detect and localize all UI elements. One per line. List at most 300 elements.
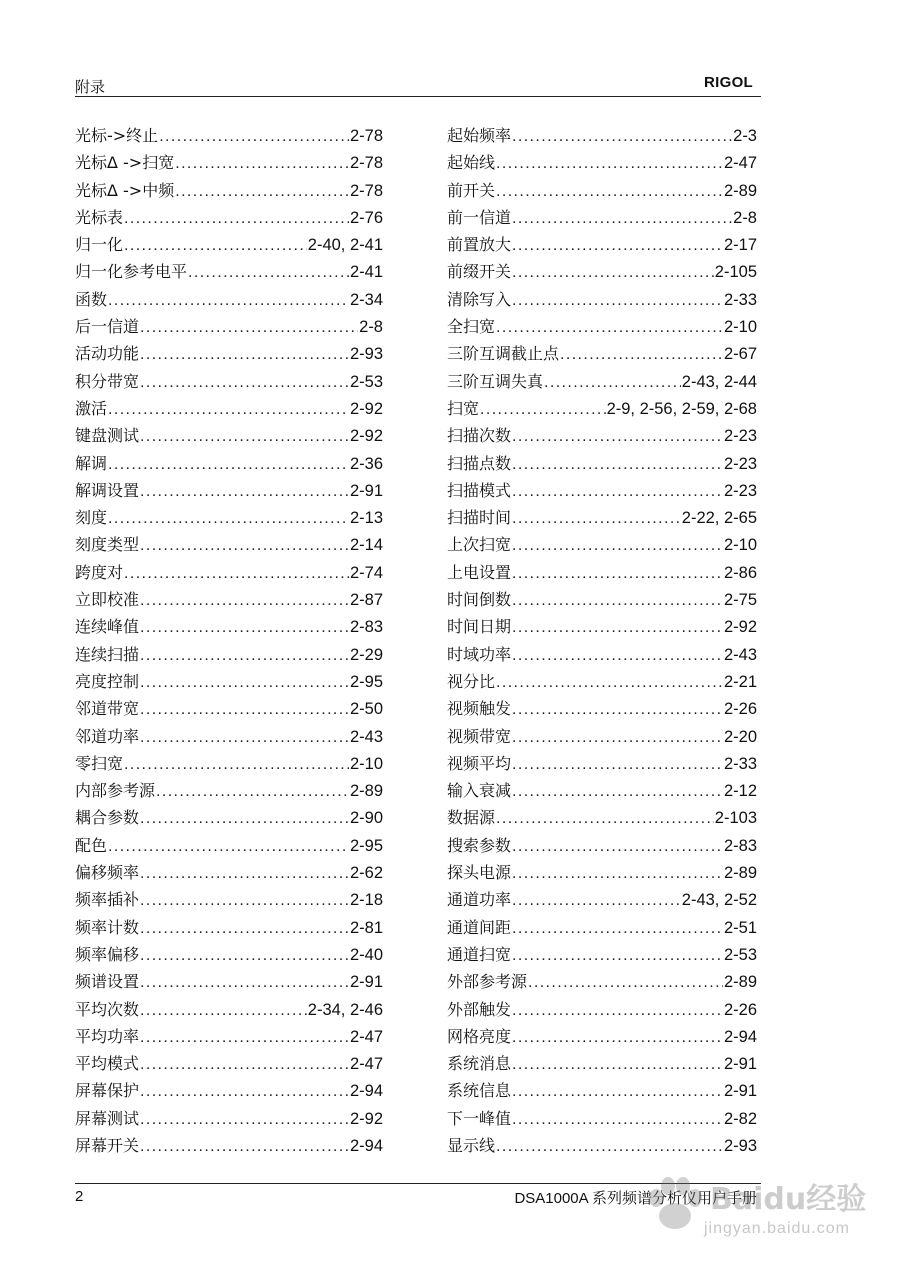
index-entry xyxy=(447,204,757,231)
index-term: 屏幕测试 xyxy=(75,1108,140,1128)
dot-leader xyxy=(140,478,349,505)
index-term: 平均次数 xyxy=(75,999,140,1019)
index-term: 起始频率 xyxy=(447,126,512,145)
index-entry xyxy=(447,286,757,313)
index-entry xyxy=(75,368,383,395)
dot-leader xyxy=(124,205,349,232)
index-page-ref: 2-47 xyxy=(723,154,757,173)
index-entry xyxy=(75,340,383,367)
dot-leader xyxy=(140,1106,349,1133)
index-entry xyxy=(447,914,757,941)
index-term: 偏移频率 xyxy=(75,863,140,883)
dot-leader xyxy=(512,478,723,505)
index-term: 连续扫描 xyxy=(75,644,140,664)
index-entry xyxy=(447,723,757,750)
dot-leader xyxy=(560,341,723,368)
index-page-ref: 2-89 xyxy=(723,181,757,200)
dot-leader xyxy=(512,505,681,532)
index-term: 扫描时间 xyxy=(447,508,512,528)
index-term: 扫描次数 xyxy=(447,426,512,446)
index-term: 解调 xyxy=(75,453,108,473)
index-term: 光标->终止 xyxy=(75,126,159,145)
index-term: 前一信道 xyxy=(447,207,512,227)
index-page-ref: 2-43, 2-44 xyxy=(681,372,757,391)
index-entry xyxy=(447,422,757,449)
dot-leader xyxy=(512,1024,723,1051)
dot-leader xyxy=(140,1133,349,1160)
index-entry xyxy=(75,804,383,831)
index-term: 三阶互调失真 xyxy=(447,371,544,391)
index-entry xyxy=(75,477,383,504)
dot-leader xyxy=(512,997,723,1024)
index-page-ref: 2-43, 2-52 xyxy=(681,891,757,910)
dot-leader xyxy=(512,642,723,669)
index-entry xyxy=(447,531,757,558)
index-term: 后一信道 xyxy=(75,317,140,337)
dot-leader xyxy=(108,451,349,478)
index-page-ref: 2-94 xyxy=(349,1082,383,1101)
dot-leader xyxy=(140,1024,349,1051)
dot-leader xyxy=(140,997,307,1024)
index-term: 立即校准 xyxy=(75,590,140,610)
index-entry xyxy=(75,286,383,313)
index-entry xyxy=(447,1050,757,1077)
dot-leader xyxy=(140,642,349,669)
dot-leader xyxy=(140,860,349,887)
index-term: 前缀开关 xyxy=(447,262,512,282)
index-page-ref: 2-92 xyxy=(349,427,383,446)
index-term: 活动功能 xyxy=(75,344,140,364)
index-term: 配色 xyxy=(75,835,108,855)
dot-leader xyxy=(496,805,714,832)
index-term: 平均模式 xyxy=(75,1054,140,1074)
dot-leader xyxy=(108,833,349,860)
index-term: 扫描点数 xyxy=(447,453,512,473)
dot-leader xyxy=(140,587,349,614)
index-page-ref: 2-92 xyxy=(723,618,757,637)
index-page-ref: 2-78 xyxy=(349,127,383,145)
dot-leader xyxy=(108,396,349,423)
dot-leader xyxy=(512,1078,723,1105)
dot-leader xyxy=(512,259,714,286)
dot-leader xyxy=(156,778,349,805)
index-entry xyxy=(447,258,757,285)
index-page-ref: 2-83 xyxy=(349,618,383,637)
dot-leader xyxy=(140,1078,349,1105)
index-entry xyxy=(447,559,757,586)
index-term: 通道功率 xyxy=(447,890,512,910)
index-page-ref: 2-14 xyxy=(349,536,383,555)
index-term: 跨度对 xyxy=(75,562,124,582)
index-entry xyxy=(447,149,757,176)
index-entry xyxy=(447,1023,757,1050)
index-term: 积分带宽 xyxy=(75,371,140,391)
index-page-ref: 2-67 xyxy=(723,345,757,364)
index-entry xyxy=(75,750,383,777)
index-term: 时间日期 xyxy=(447,617,512,637)
index-page-ref: 2-93 xyxy=(723,1136,757,1155)
index-page-ref: 2-41 xyxy=(349,263,383,282)
dot-leader xyxy=(512,751,723,778)
index-page-ref: 2-10 xyxy=(723,536,757,555)
index-term: 时间倒数 xyxy=(447,590,512,610)
index-term: 邻道功率 xyxy=(75,726,140,746)
dot-leader xyxy=(140,341,349,368)
index-page-ref: 2-36 xyxy=(349,454,383,473)
index-page-ref: 2-81 xyxy=(349,918,383,937)
index-entry xyxy=(75,450,383,477)
dot-leader xyxy=(124,560,349,587)
dot-leader xyxy=(140,915,349,942)
dot-leader xyxy=(140,1051,349,1078)
index-entry xyxy=(447,1132,757,1159)
index-entry xyxy=(447,941,757,968)
dot-leader xyxy=(140,887,349,914)
index-entry xyxy=(75,258,383,285)
index-term: 连续峰值 xyxy=(75,617,140,637)
index-entry xyxy=(75,996,383,1023)
index-entry xyxy=(447,1105,757,1132)
index-term: 键盘测试 xyxy=(75,426,140,446)
index-page-ref: 2-90 xyxy=(349,809,383,828)
section-title: 附录 xyxy=(75,78,106,96)
dot-leader xyxy=(512,887,681,914)
index-term: 光标Δ ->扫宽 xyxy=(75,153,175,173)
dot-leader xyxy=(108,505,349,532)
index-page-ref: 2-94 xyxy=(349,1136,383,1155)
index-term: 数据源 xyxy=(447,808,496,828)
index-page-ref: 2-20 xyxy=(723,727,757,746)
dot-leader xyxy=(140,669,349,696)
index-term: 耦合参数 xyxy=(75,808,140,828)
dot-leader xyxy=(175,178,349,205)
index-term: 零扫宽 xyxy=(75,753,124,773)
index-entry xyxy=(447,395,757,422)
index-term: 前开关 xyxy=(447,180,496,200)
dot-leader xyxy=(108,287,349,314)
index-term: 光标表 xyxy=(75,207,124,227)
index-entry xyxy=(447,1077,757,1104)
dot-leader xyxy=(512,833,723,860)
index-entry xyxy=(75,968,383,995)
dot-leader xyxy=(140,614,349,641)
index-entry xyxy=(75,695,383,722)
index-entry xyxy=(447,695,757,722)
index-term: 前置放大 xyxy=(447,235,512,255)
index-entry xyxy=(447,177,757,204)
dot-leader xyxy=(512,532,723,559)
index-entry xyxy=(75,504,383,531)
dot-leader xyxy=(496,150,723,177)
index-term: 显示线 xyxy=(447,1135,496,1155)
dot-leader xyxy=(544,369,681,396)
index-term: 三阶互调截止点 xyxy=(447,344,560,364)
dot-leader xyxy=(140,369,349,396)
index-column-left xyxy=(75,122,383,1159)
index-entry xyxy=(447,968,757,995)
index-term: 邻道带宽 xyxy=(75,699,140,719)
dot-leader xyxy=(140,696,349,723)
index-page-ref: 2-75 xyxy=(723,591,757,610)
index-page-ref: 2-40, 2-41 xyxy=(307,236,383,255)
index-entry xyxy=(447,122,757,149)
index-page-ref: 2-62 xyxy=(349,864,383,883)
dot-leader xyxy=(140,314,358,341)
index-entry xyxy=(447,450,757,477)
index-page-ref: 2-83 xyxy=(723,836,757,855)
index-term: 视频带宽 xyxy=(447,726,512,746)
index-entry xyxy=(447,340,757,367)
index-page-ref: 2-33 xyxy=(723,754,757,773)
manual-title: DSA1000A 系列频谱分析仪用户手册 xyxy=(514,1190,757,1207)
index-page-ref: 2-12 xyxy=(723,782,757,801)
index-entry xyxy=(75,395,383,422)
index-term: 频率计数 xyxy=(75,917,140,937)
index-entry xyxy=(75,313,383,340)
dot-leader xyxy=(496,669,723,696)
index-page-ref: 2-3 xyxy=(733,127,757,145)
index-term: 探头电源 xyxy=(447,863,512,883)
dot-leader xyxy=(512,778,723,805)
index-page-ref: 2-105 xyxy=(714,263,757,282)
index-entry xyxy=(75,613,383,640)
index-term: 亮度控制 xyxy=(75,671,140,691)
index-term: 屏幕保护 xyxy=(75,1081,140,1101)
index-entry xyxy=(75,122,383,149)
index-page-ref: 2-93 xyxy=(349,345,383,364)
index-page-ref: 2-8 xyxy=(733,208,757,227)
index-page-ref: 2-17 xyxy=(723,236,757,255)
index-term: 频率偏移 xyxy=(75,944,140,964)
index-term: 系统消息 xyxy=(447,1054,512,1074)
brand-logo: RIGOL xyxy=(704,74,753,91)
index-page-ref: 2-29 xyxy=(349,645,383,664)
dot-leader xyxy=(159,123,349,150)
index-term: 通道间距 xyxy=(447,917,512,937)
index-entry xyxy=(447,613,757,640)
dot-leader xyxy=(512,232,723,259)
index-entry xyxy=(75,1077,383,1104)
index-entry xyxy=(447,832,757,859)
index-entry xyxy=(75,1105,383,1132)
index-entry xyxy=(75,723,383,750)
index-term: 频率插补 xyxy=(75,890,140,910)
index-page-ref: 2-21 xyxy=(723,672,757,691)
index-entry xyxy=(75,1132,383,1159)
dot-leader xyxy=(512,860,723,887)
index-page-ref: 2-23 xyxy=(723,481,757,500)
dot-leader xyxy=(512,724,723,751)
index-page-ref: 2-9, 2-56, 2-59, 2-68 xyxy=(606,399,757,418)
index-page-ref: 2-47 xyxy=(349,1027,383,1046)
index-term: 上次扫宽 xyxy=(447,535,512,555)
dot-leader xyxy=(528,969,723,996)
index-entry xyxy=(75,231,383,258)
dot-leader xyxy=(124,751,349,778)
index-page-ref: 2-51 xyxy=(723,918,757,937)
index-page-ref: 2-76 xyxy=(349,208,383,227)
dot-leader xyxy=(512,123,732,150)
index-page-ref: 2-40 xyxy=(349,945,383,964)
index-page-ref: 2-13 xyxy=(349,509,383,528)
index-page-ref: 2-92 xyxy=(349,1109,383,1128)
index-page-ref: 2-92 xyxy=(349,399,383,418)
index-entry xyxy=(75,149,383,176)
index-term: 搜索参数 xyxy=(447,835,512,855)
index-term: 通道扫宽 xyxy=(447,944,512,964)
index-entry xyxy=(75,641,383,668)
index-entry xyxy=(75,531,383,558)
index-entry xyxy=(447,368,757,395)
watermark-text: Baidu经验 xyxy=(710,1182,867,1217)
index-page-ref: 2-78 xyxy=(349,181,383,200)
index-term: 起始线 xyxy=(447,153,496,173)
index-term: 解调设置 xyxy=(75,480,140,500)
index-page-ref: 2-23 xyxy=(723,427,757,446)
dot-leader xyxy=(512,560,723,587)
index-page-ref: 2-91 xyxy=(723,1055,757,1074)
index-term: 网格亮度 xyxy=(447,1026,512,1046)
index-entry xyxy=(447,886,757,913)
dot-leader xyxy=(512,614,723,641)
index-term: 函数 xyxy=(75,289,108,309)
index-entry xyxy=(447,996,757,1023)
index-entry xyxy=(447,750,757,777)
index-term: 输入衰减 xyxy=(447,781,512,801)
dot-leader xyxy=(140,532,349,559)
index-entry xyxy=(75,204,383,231)
index-entry xyxy=(447,313,757,340)
index-entry xyxy=(75,914,383,941)
index-term: 扫宽 xyxy=(447,398,480,418)
index-entry xyxy=(447,586,757,613)
index-term: 平均功率 xyxy=(75,1026,140,1046)
index-page-ref: 2-94 xyxy=(723,1027,757,1046)
index-entry xyxy=(447,504,757,531)
dot-leader xyxy=(512,942,723,969)
dot-leader xyxy=(175,150,349,177)
index-term: 光标Δ ->中频 xyxy=(75,180,175,200)
index-page-ref: 2-89 xyxy=(723,864,757,883)
dot-leader xyxy=(124,232,307,259)
index-page-ref: 2-89 xyxy=(349,782,383,801)
index-page-ref: 2-86 xyxy=(723,563,757,582)
index-term: 刻度 xyxy=(75,508,108,528)
index-entry xyxy=(447,804,757,831)
dot-leader xyxy=(512,287,723,314)
index-term: 激活 xyxy=(75,398,108,418)
page-header xyxy=(75,74,761,97)
index-page-ref: 2-78 xyxy=(349,154,383,173)
index-term: 内部参考源 xyxy=(75,781,156,801)
index-page-ref: 2-23 xyxy=(723,454,757,473)
index-term: 清除写入 xyxy=(447,289,512,309)
index-entry xyxy=(75,668,383,695)
index-page-ref: 2-47 xyxy=(349,1055,383,1074)
page-number: 2 xyxy=(75,1188,84,1205)
index-page-ref: 2-34, 2-46 xyxy=(307,1000,383,1019)
index-entry xyxy=(447,641,757,668)
index-term: 外部触发 xyxy=(447,999,512,1019)
dot-leader xyxy=(496,314,723,341)
index-page-ref: 2-10 xyxy=(723,318,757,337)
index-term: 视分比 xyxy=(447,671,496,691)
index-entry xyxy=(75,177,383,204)
index-page-ref: 2-95 xyxy=(349,672,383,691)
index-page-ref: 2-95 xyxy=(349,836,383,855)
index-page-ref: 2-33 xyxy=(723,290,757,309)
index-entry xyxy=(75,859,383,886)
index-term: 外部参考源 xyxy=(447,972,528,992)
index-column-right xyxy=(447,122,757,1159)
index-entry xyxy=(75,586,383,613)
page-footer xyxy=(75,1183,761,1206)
dot-leader xyxy=(140,423,349,450)
index-page-ref: 2-91 xyxy=(349,481,383,500)
index-page-ref: 2-10 xyxy=(349,754,383,773)
index-page-ref: 2-50 xyxy=(349,700,383,719)
dot-leader xyxy=(496,1133,723,1160)
dot-leader xyxy=(140,969,349,996)
index-entry xyxy=(447,668,757,695)
index-page-ref: 2-53 xyxy=(723,945,757,964)
index-entry xyxy=(447,859,757,886)
index-entry xyxy=(75,1050,383,1077)
dot-leader xyxy=(512,451,723,478)
index-entry xyxy=(75,559,383,586)
index-entry xyxy=(75,777,383,804)
dot-leader xyxy=(188,259,349,286)
index-entry xyxy=(447,777,757,804)
index-page-ref: 2-8 xyxy=(359,318,383,337)
index-page-ref: 2-43 xyxy=(349,727,383,746)
index-entry xyxy=(75,422,383,449)
index-page-ref: 2-103 xyxy=(714,809,757,828)
index-term: 上电设置 xyxy=(447,562,512,582)
dot-leader xyxy=(512,587,723,614)
index-term: 频谱设置 xyxy=(75,972,140,992)
index-term: 视频平均 xyxy=(447,753,512,773)
index-term: 屏幕开关 xyxy=(75,1135,140,1155)
index-entry xyxy=(75,886,383,913)
index-entry xyxy=(75,941,383,968)
index-term: 扫描模式 xyxy=(447,480,512,500)
index-page-ref: 2-87 xyxy=(349,591,383,610)
index-term: 全扫宽 xyxy=(447,317,496,337)
index-page-ref: 2-18 xyxy=(349,891,383,910)
dot-leader xyxy=(512,1106,723,1133)
index-page-ref: 2-74 xyxy=(349,563,383,582)
index-entry xyxy=(75,832,383,859)
index-entry xyxy=(447,231,757,258)
index-term: 时域功率 xyxy=(447,644,512,664)
dot-leader xyxy=(140,805,349,832)
index-term: 归一化参考电平 xyxy=(75,262,188,282)
index-term: 刻度类型 xyxy=(75,535,140,555)
index-page-ref: 2-22, 2-65 xyxy=(681,509,757,528)
index-page-ref: 2-91 xyxy=(723,1082,757,1101)
index-page-ref: 2-53 xyxy=(349,372,383,391)
dot-leader xyxy=(512,423,723,450)
dot-leader xyxy=(496,178,723,205)
dot-leader xyxy=(480,396,606,423)
index-entry xyxy=(75,1023,383,1050)
watermark-url: jingyan.baidu.com xyxy=(704,1220,850,1237)
index-page-ref: 2-89 xyxy=(723,973,757,992)
index-term: 下一峰值 xyxy=(447,1108,512,1128)
index-term: 归一化 xyxy=(75,235,124,255)
dot-leader xyxy=(140,724,349,751)
